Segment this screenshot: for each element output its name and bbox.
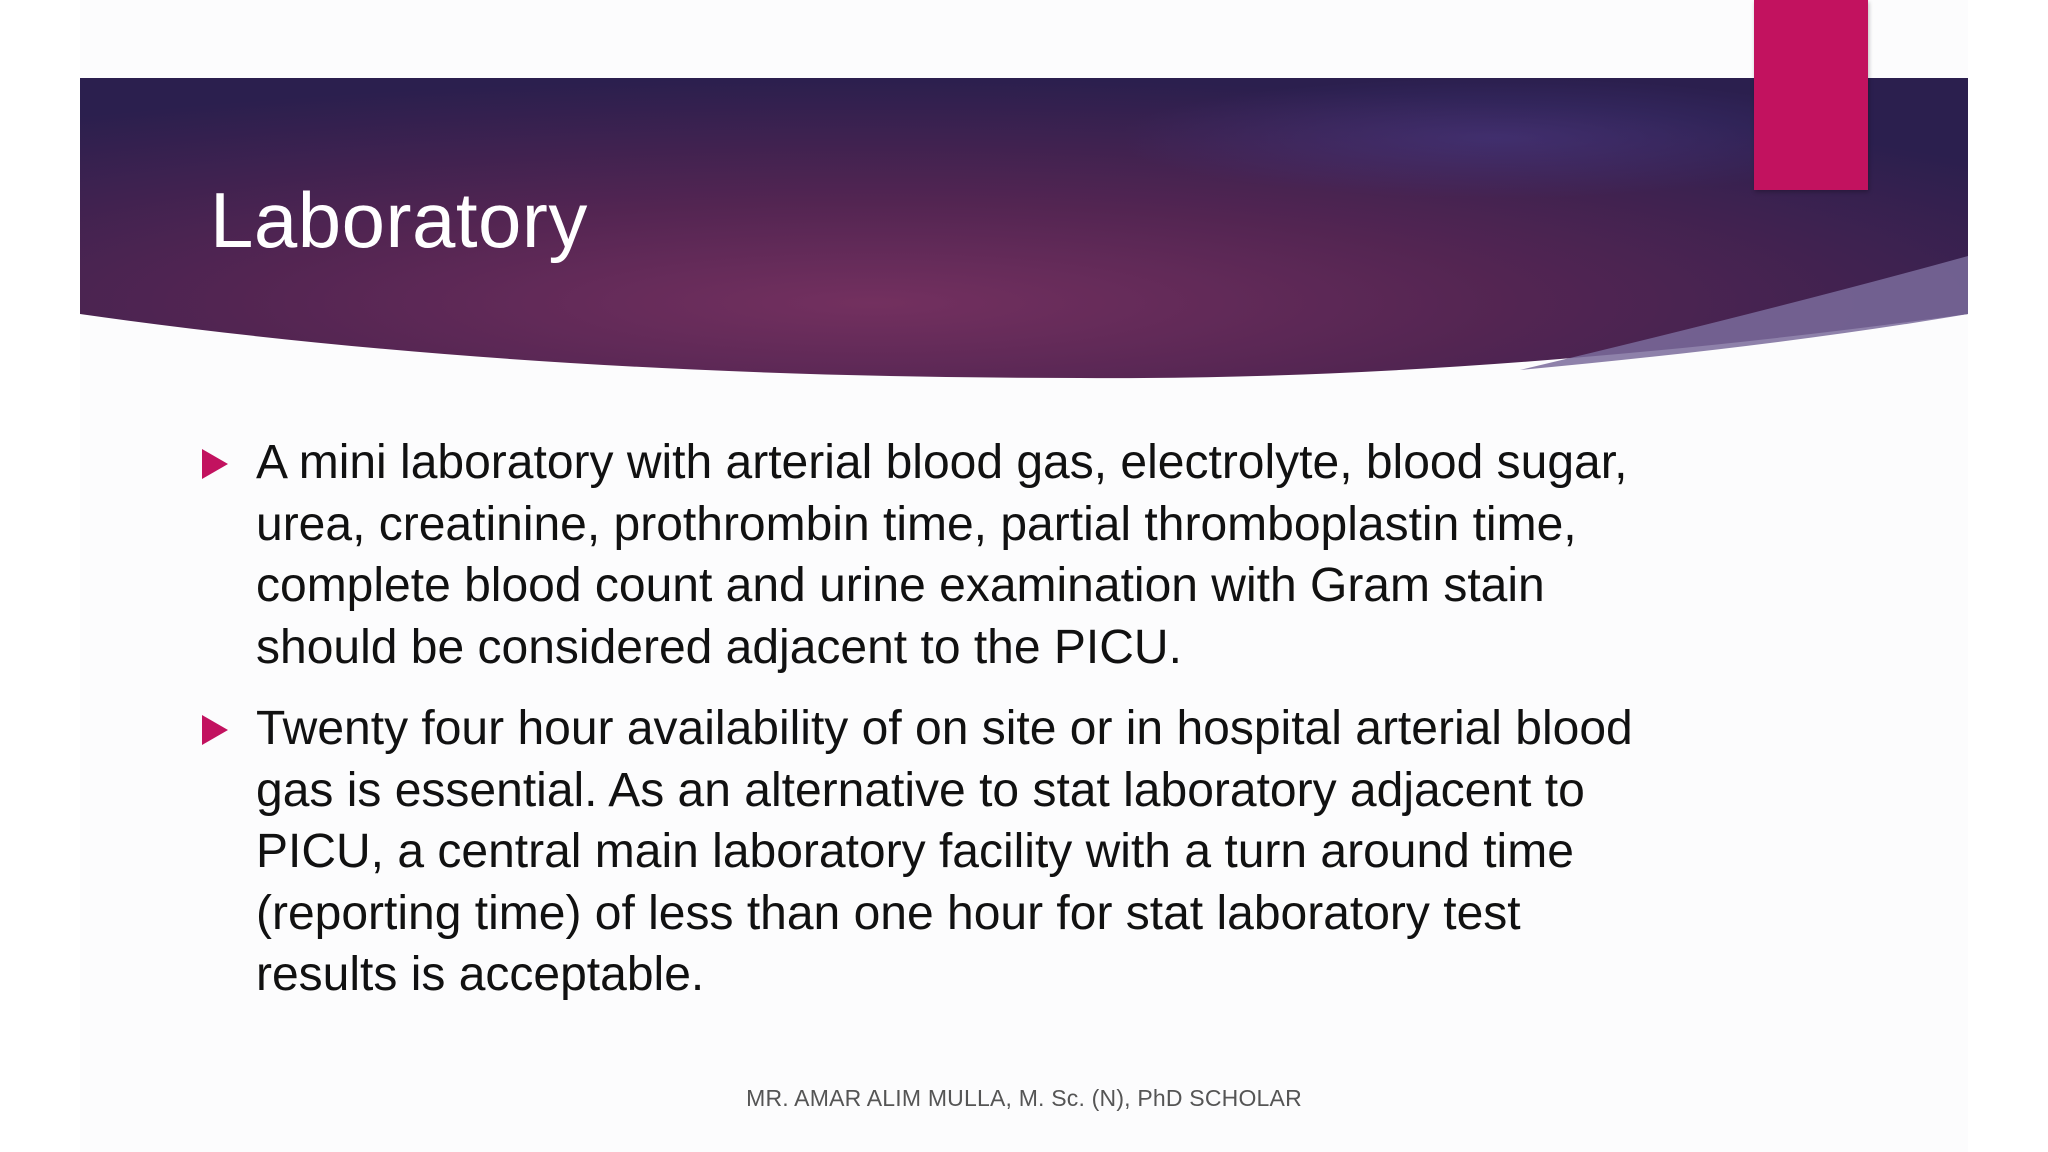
- slide-title: Laboratory: [210, 176, 588, 264]
- triangle-right-icon: [202, 715, 228, 745]
- bullet-item: [196, 432, 1666, 678]
- bullet-text: Twenty four hour availability of on site or in hospital arterial blood gas is essential. As an alternative to stat laboratory adjacent to PICU, a central main laboratory facility with a turn around time (reporting time) of less than one hour for stat laboratory test results is acceptable.: [256, 702, 1633, 1001]
- bullet-list: [196, 432, 1666, 1026]
- bullet-text: A mini laboratory with arterial blood gas, electrolyte, blood sugar, urea, creatinine, prothrombin time, partial thromboplastin time, complete blood count and urine examination with Gram stain should be considered adjacent to the PICU.: [256, 436, 1628, 674]
- triangle-right-icon: [202, 449, 228, 479]
- slide-footer: MR. AMAR ALIM MULLA, M. Sc. (N), PhD SCHOLAR: [746, 1085, 1302, 1111]
- accent-tab: [1754, 0, 1868, 190]
- bullet-item: [196, 698, 1666, 1006]
